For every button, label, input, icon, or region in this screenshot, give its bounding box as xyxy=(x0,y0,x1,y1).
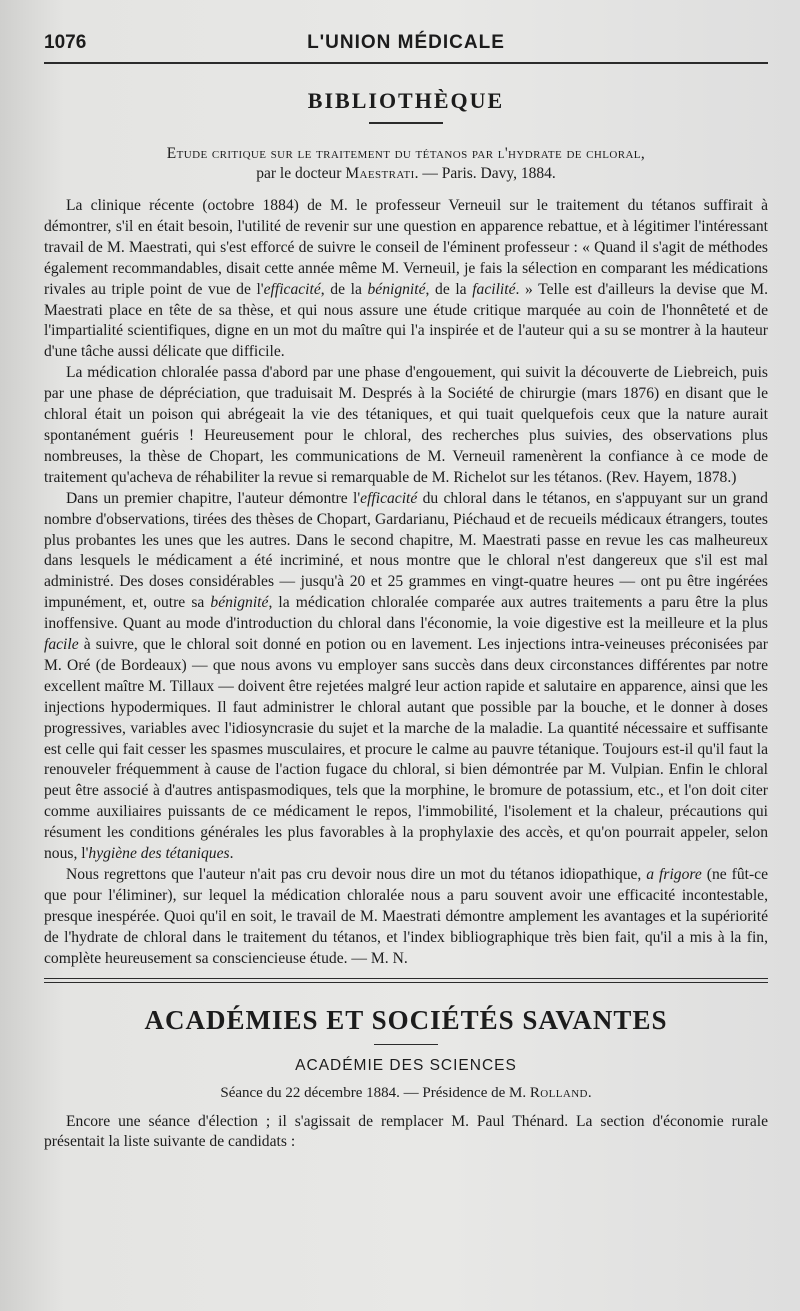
p1-text-c: , de la xyxy=(425,280,473,298)
review-author: Maestrati xyxy=(345,165,415,182)
p1-italic-facilite: facilité xyxy=(472,280,516,298)
p3-text-b: du chloral dans le tétanos, en s'appuyant sur un grand nombre d'observations, tirées des thèses de Chopart, Gardarianu, Piéchaud et de recueils médicaux étrangers, toutes plus probantes les unes que les autres. Dans le second chapitre, M. Maestrati passe en revue les cas malheureux dans lesquels le médicament a été incriminé, et nous montre que le chloral n'est dangereux que s'il est mal administré. Des doses considérables — jusqu'à 20 et 25 grammes en vingt-quatre heures — ont pu être ingérées impunément, et, outre sa xyxy=(44,489,768,612)
p1-text-b: , de la xyxy=(320,280,368,298)
president-name: Rolland xyxy=(529,1084,588,1101)
section-rule xyxy=(369,122,443,124)
p1-italic-benignite: bénignité xyxy=(367,280,426,298)
double-rule xyxy=(44,978,768,983)
p3-text-d: à suivre, que le chloral soit donné en potion ou en lavement. Les injections intra-veineuses préconisées par M. Oré (de Bordeaux) — que nous avons vu employer sans succès dans deux circonstances différentes par notre excellent maître M. Tillaux — doivent être rejetées malgré leur action rapide et salutaire en apparence, ainsi que les injections hypodermiques. Il faut administrer le chloral autant que possible par la bouche, et le donner à doses progressives, variables avec l'idiosyncrasie du sujet et la marche de la maladie. La quantité nécessaire et suffisante est celle qui fait cesser les spasmes musculaires, et procure le calme au pauvre tétanique. Toujours est-il qu'il faut la renouveler fréquemment à cause de l'action fugace du chloral, si bien démontrée par M. Vulpian. Enfin le chloral peut être associé à d'autres antispasmodiques, tels que la morphine, le bromure de potassium, etc., et l'on doit citer comme auxiliaires puissants de ce médicament le repos, l'immobilité, l'isolement et la chaleur, précautions qui résument les conditions générales les plus favorables à la prophylaxie des accès, et qu'on pourrait appeler, selon nous, l' xyxy=(44,636,768,863)
p1-italic-efficacite: efficacité xyxy=(263,280,321,298)
p4-text-a: Nous regrettons que l'auteur n'ait pas cru devoir nous dire un mot du tétanos idiopathique, xyxy=(66,866,647,883)
page-number: 1076 xyxy=(44,32,87,53)
review-paragraph-3 xyxy=(44,489,768,865)
p3-text-e: . xyxy=(229,845,234,863)
p3-italic-benignite: bénignité xyxy=(210,594,269,612)
seance-line xyxy=(44,1085,768,1102)
p3-italic-facile: facile xyxy=(44,636,79,654)
seance-text: Séance du 22 décembre 1884. — Présidence de M. xyxy=(220,1084,530,1101)
p4-italic-frigore: a frigore xyxy=(646,866,702,883)
p3-italic-efficacite: efficacité xyxy=(360,489,418,507)
review-title: Etude critique sur le traitement du tétanos par l'hydrate de chloral, xyxy=(166,145,646,162)
section-title: BIBLIOTHÈQUE xyxy=(307,88,505,113)
academies-rule xyxy=(374,1044,438,1045)
journal-title: L'UNION MÉDICALE xyxy=(307,32,505,53)
review-heading xyxy=(44,144,768,184)
review-byline xyxy=(44,164,768,184)
academies-paragraph: Encore une séance d'élection ; il s'agissait de remplacer M. Paul Thénard. La section d'économie rurale présentait la liste suivante de candidats : xyxy=(44,1112,768,1151)
byline-prefix: par le docteur xyxy=(256,165,346,182)
p1-text-d: . » Telle est d'ailleurs la devise que M. Maestrati place en tête de sa thèse, et qui nous assure une étude critique marquée au coin de l'honnêteté et de l'impartialité scientifiques, digne en un mot du maître qui l'a inspirée et de l'auteur qui a su se montrer à la hauteur d'une tâche aussi délicate que difficile. xyxy=(44,280,768,361)
review-paragraph-1 xyxy=(44,196,768,363)
academies-title: ACADÉMIES ET SOCIÉTÉS SAVANTES xyxy=(144,1004,668,1035)
seance-end: . xyxy=(587,1084,592,1101)
running-head xyxy=(44,28,768,60)
academy-name: ACADÉMIE DES SCIENCES xyxy=(295,1056,517,1074)
p3-text-c: , la médication chloralée comparée aux autres traitements a paru être la plus inoffensive. Quant au mode d'introduction du chloral dans l'économie, la voie digestive est la meilleure et la plus xyxy=(44,594,768,633)
review-paragraph-2: La médication chloralée passa d'abord par une phase d'engouement, qui suivit la découverte de Liebreich, puis par une phase de dépréciation, que traduisait M. Després à la Société de chirurgie (mars 1876) en disant que le chloral était un poison qui abrégeait la vie des tétaniques, et qui tuait quelquefois ceux que la nature aurait spontanément guéris ! Heureusement pour le chloral, des recherches plus suivies, des observations plus nombreuses, la thèse de Chopart, les communications de M. Verneuil ramenèrent la confiance à ce mode de traitement qu'acheva de réhabiliter la revue si remarquable de M. Richelot sur les tétanos. (Rev. Hayem, 1878.) xyxy=(44,364,768,486)
p3-text-a: Dans un premier chapitre, l'auteur démontre l' xyxy=(66,489,361,507)
p3-italic-hygiene: hygiène des tétaniques xyxy=(88,845,230,863)
review-paragraph-4 xyxy=(44,865,768,970)
p4-text-b: (ne fût-ce que pour l'éliminer), sur lequel la médication chloralée nous a paru souvent avoir une efficacité incontestable, presque inespérée. Quoi qu'il en soit, le travail de M. Maestrati démontre amplement les avantages et la supériorité de l'hydrate de chloral dans le traitement du tétanos, et l'index bibliographique très bien fait, qu'il a mis à la fin, complète heureusement sa consciencieuse étude. — M. N. xyxy=(44,866,768,967)
p1-text-a: La clinique récente (octobre 1884) de M. le professeur Verneuil sur le traitement du tétanos suffirait à démontrer, s'il en était besoin, l'utilité de revenir sur une question en apparence rebattue, et à légitimer l'intéressant travail de M. Maestrati, qui s'est efforcé de suivre le conseil de l'éminent professeur : « Quand il s'agit de méthodes également recommandables, disait cette année même M. Verneuil, je fais la sélection en comparant les médications rivales au triple point de vue de l' xyxy=(44,197,768,298)
header-rule xyxy=(44,62,768,64)
byline-suffix: . — Paris. Davy, 1884. xyxy=(414,165,556,182)
